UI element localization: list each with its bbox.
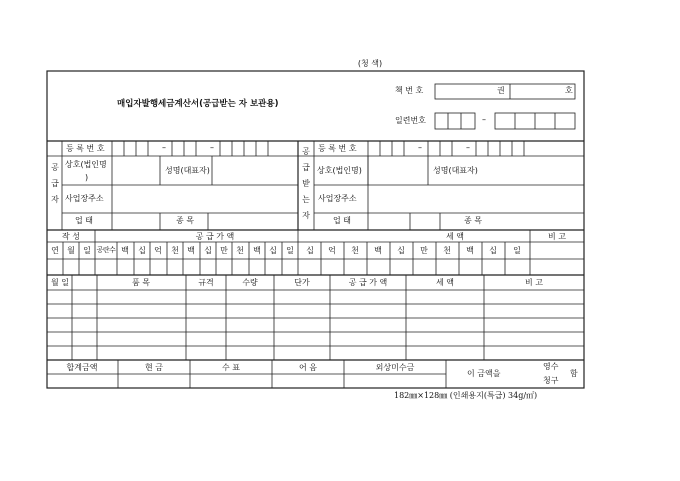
color-note: (청 색): [357, 59, 383, 68]
tax-digit-2: 억: [328, 246, 336, 255]
supplier-business-type-label: 업 태: [75, 216, 93, 225]
buyer-rep-label: 성명(대표자): [433, 166, 478, 175]
supplier-side-label-3: 자: [51, 195, 59, 204]
buyer-company-field[interactable]: [369, 157, 427, 184]
supplier-address-field[interactable]: [113, 186, 297, 212]
year-col: 연: [51, 246, 59, 255]
supply-digit-10: 십: [269, 246, 277, 255]
amount-suffix: 함: [570, 369, 578, 378]
document-title: 매입자발행세금계산서(공급받는 자 보관용): [117, 99, 279, 109]
serial-suffix-field[interactable]: [496, 114, 574, 128]
supply-digit-4: 천: [171, 246, 179, 255]
book-unit-volume: 권: [497, 86, 505, 95]
buyer-reg-dash-1: –: [418, 143, 422, 152]
book-volume-field[interactable]: [436, 85, 495, 98]
tax-digit-6: 만: [420, 246, 428, 255]
items-table-row[interactable]: [48, 347, 583, 359]
supplier-rep-label: 성명(대표자): [165, 166, 210, 175]
buyer-side-label-1: 공: [302, 147, 310, 156]
supplier-item-type-label: 종 목: [176, 216, 194, 225]
check-field[interactable]: [191, 375, 271, 387]
amount-phrase: 이 금액을: [467, 369, 501, 378]
supplier-address-label: 사업장주소: [65, 194, 104, 203]
tax-digit-7: 천: [443, 246, 451, 255]
supplier-side-label-2: 급: [51, 179, 59, 188]
supplier-side-label-1: 공: [51, 163, 59, 172]
total-amount-field[interactable]: [48, 375, 117, 387]
bill-label: 어 음: [299, 363, 317, 372]
supplier-reg-dash-2: –: [210, 143, 214, 152]
buyer-side-label-3: 받: [302, 179, 310, 188]
supply-digit-3: 억: [154, 246, 162, 255]
remarks-header: 비 고: [548, 232, 566, 241]
supply-digit-11: 일: [286, 246, 294, 255]
written-date-label: 작 성: [62, 232, 80, 241]
tax-amount-entry-row[interactable]: [299, 260, 529, 274]
supply-digit-6: 십: [204, 246, 212, 255]
buyer-address-field[interactable]: [369, 186, 583, 212]
buyer-side-label-5: 자: [302, 211, 310, 220]
serial-dash: –: [482, 115, 486, 124]
tax-digit-8: 백: [466, 246, 474, 255]
buyer-reg-no-label: 등 록 번 호: [318, 144, 357, 153]
supply-amount-entry-row[interactable]: [48, 260, 294, 274]
supply-value-header: 공 급 가 액: [195, 232, 235, 241]
supplier-company-label: 상호(법인명: [65, 160, 107, 169]
items-col-qty: 수량: [242, 278, 258, 287]
supply-digit-9: 백: [253, 246, 261, 255]
items-table-row[interactable]: [48, 291, 583, 303]
tax-digit-3: 천: [351, 246, 359, 255]
supplier-rep-field[interactable]: [213, 157, 297, 184]
items-col-remarks: 비 고: [525, 278, 543, 287]
credit-field[interactable]: [345, 375, 445, 387]
serial-prefix-field[interactable]: [436, 114, 474, 128]
items-col-item: 품 목: [132, 278, 150, 287]
credit-label: 외상미수금: [375, 363, 415, 372]
claim-option[interactable]: 청구: [543, 376, 559, 385]
paper-spec: 182㎜×128㎜ (인쇄용지(특급) 34g/㎡): [394, 391, 538, 400]
items-table-row[interactable]: [48, 319, 583, 331]
items-col-date: 월 일: [51, 278, 69, 287]
items-col-spec: 규격: [198, 278, 214, 287]
cash-field[interactable]: [119, 375, 189, 387]
supply-digit-8: 천: [236, 246, 244, 255]
tax-digit-4: 백: [374, 246, 382, 255]
supply-digit-5: 백: [187, 246, 195, 255]
supplier-company-label-close: ): [85, 173, 89, 182]
items-col-tax: 세 액: [436, 278, 454, 287]
check-label: 수 표: [222, 363, 240, 372]
buyer-side-label-4: 는: [302, 195, 310, 204]
buyer-address-label: 사업장주소: [318, 194, 357, 203]
tax-digit-10: 일: [513, 246, 521, 255]
remarks-field[interactable]: [531, 243, 583, 274]
buyer-company-label: 상호(법인명): [317, 166, 362, 175]
total-amount-label: 합계금액: [66, 363, 98, 372]
buyer-business-type-label: 업 태: [333, 216, 351, 225]
tax-header: 세 액: [446, 232, 464, 241]
book-unit-number: 호: [565, 86, 573, 95]
book-number-label: 책 번 호: [395, 86, 424, 95]
tax-digit-9: 십: [489, 246, 497, 255]
supply-digit-7: 만: [220, 246, 228, 255]
items-table-row[interactable]: [48, 305, 583, 317]
serial-number-label: 일련번호: [395, 116, 426, 125]
blank-count-col: 공란수: [96, 246, 116, 254]
day-col: 일: [83, 246, 91, 255]
items-col-supply-value: 공 급 가 액: [348, 278, 388, 287]
tax-digit-1: 십: [306, 246, 314, 255]
bill-field[interactable]: [273, 375, 343, 387]
items-col-unit-price: 단가: [294, 278, 310, 287]
buyer-side-label-2: 급: [302, 163, 310, 172]
tax-digit-5: 십: [397, 246, 405, 255]
supplier-reg-dash-1: –: [162, 143, 166, 152]
month-col: 월: [67, 246, 75, 255]
supply-digit-1: 백: [121, 246, 129, 255]
cash-label: 현 금: [145, 363, 163, 372]
buyer-rep-field[interactable]: [525, 157, 583, 184]
supplier-company-field[interactable]: [113, 157, 159, 184]
items-table-row[interactable]: [48, 333, 583, 345]
supply-digit-2: 십: [138, 246, 146, 255]
supplier-reg-no-label: 등 록 번 호: [66, 144, 105, 153]
receipt-option[interactable]: 영수: [543, 362, 559, 371]
book-number-field[interactable]: [511, 85, 561, 98]
buyer-item-type-label: 종 목: [464, 216, 482, 225]
buyer-reg-dash-2: –: [466, 143, 470, 152]
